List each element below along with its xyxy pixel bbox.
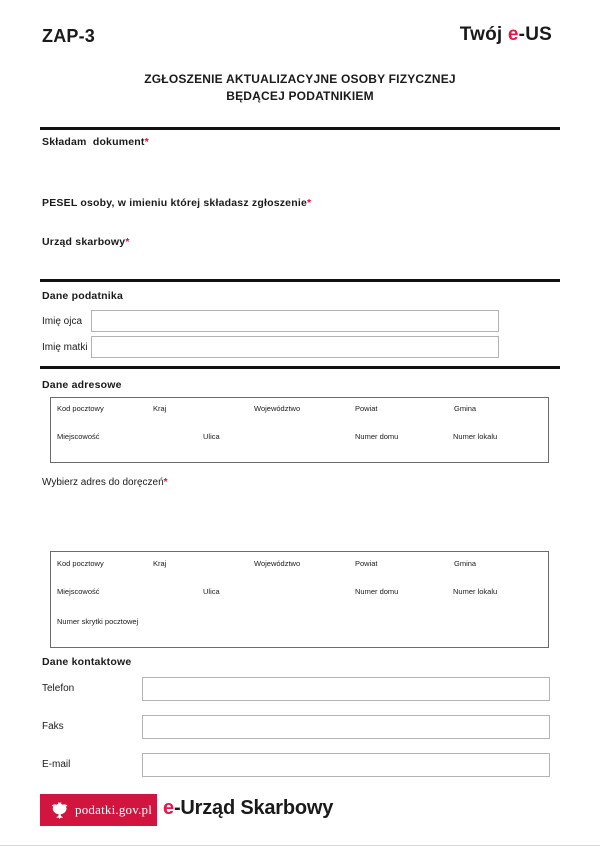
father-name-input[interactable]: [91, 310, 499, 332]
mother-name-label: Imię matki: [42, 342, 88, 353]
phone-label: Telefon: [42, 683, 75, 694]
voivodeship-label: Województwo: [254, 559, 301, 568]
city-label: Miejscowość: [57, 432, 100, 441]
fax-input[interactable]: [142, 715, 550, 739]
fax-label: Faks: [42, 721, 64, 732]
commune-label: Gmina: [454, 404, 477, 413]
twoj-e-us-logo: [460, 24, 552, 46]
submit-document-text: Składam dokument: [42, 136, 145, 148]
tax-office-text: Urząd skarbowy: [42, 236, 126, 248]
logo-e-letter: e: [507, 24, 519, 45]
commune-label: Gmina: [454, 559, 477, 568]
form-title-line2: BĘDĄCEJ PODATNIKIEM: [226, 89, 374, 103]
mother-name-input[interactable]: [91, 336, 499, 358]
logo-prefix: Twój: [459, 24, 508, 45]
delivery-address-label: [42, 477, 168, 488]
required-asterisk: *: [163, 477, 168, 488]
address-section-heading: Dane adresowe: [42, 379, 122, 391]
form-code: ZAP-3: [42, 26, 96, 46]
page-bottom-border: [0, 845, 600, 846]
house-number-label: Numer domu: [355, 587, 399, 596]
po-box-label: Numer skrytki pocztowej: [57, 617, 139, 626]
street-label: Ulica: [203, 587, 220, 596]
badge-label: podatki.gov.pl: [75, 802, 153, 817]
brand-text: -Urząd Skarbowy: [173, 797, 334, 819]
county-label: Powiat: [355, 559, 378, 568]
voivodeship-label: Województwo: [254, 404, 301, 413]
house-number-label: Numer domu: [355, 432, 399, 441]
father-name-label: Imię ojca: [42, 316, 83, 327]
delivery-address-box[interactable]: [50, 551, 549, 648]
logo-suffix: -US: [518, 24, 552, 45]
email-input[interactable]: [142, 753, 550, 777]
required-asterisk: *: [144, 136, 149, 148]
flat-number-label: Numer lokalu: [453, 587, 498, 596]
brand-e-letter: e: [163, 797, 174, 819]
contact-section-heading: Dane kontaktowe: [42, 656, 132, 668]
required-asterisk: *: [125, 236, 130, 248]
pesel-label: [42, 197, 311, 209]
country-label: Kraj: [153, 404, 167, 413]
submit-document-label: [42, 136, 149, 148]
county-label: Powiat: [355, 404, 378, 413]
section-divider: [40, 366, 560, 369]
street-label: Ulica: [203, 432, 220, 441]
postal-code-label: Kod pocztowy: [57, 404, 104, 413]
taxpayer-section-heading: Dane podatnika: [42, 290, 123, 302]
podatki-gov-badge: [40, 794, 157, 826]
email-label: E-mail: [42, 759, 71, 770]
city-label: Miejscowość: [57, 587, 100, 596]
flat-number-label: Numer lokalu: [453, 432, 498, 441]
phone-input[interactable]: [142, 677, 550, 701]
tax-office-label: [42, 236, 130, 248]
section-divider: [40, 279, 560, 282]
current-address-box: [50, 397, 549, 463]
country-label: Kraj: [153, 559, 167, 568]
form-title-line1: ZGŁOSZENIE AKTUALIZACYJNE OSOBY FIZYCZNEJ: [144, 72, 456, 86]
delivery-address-text: Wybierz adres do doręczeń: [42, 477, 164, 488]
required-asterisk: *: [307, 197, 312, 209]
pesel-text: PESEL osoby, w imieniu której składasz zgłoszenie: [42, 197, 307, 209]
postal-code-label: Kod pocztowy: [57, 559, 104, 568]
e-urzad-skarbowy-logo: [163, 797, 333, 820]
section-divider: [40, 127, 560, 130]
eagle-icon: [49, 800, 69, 820]
